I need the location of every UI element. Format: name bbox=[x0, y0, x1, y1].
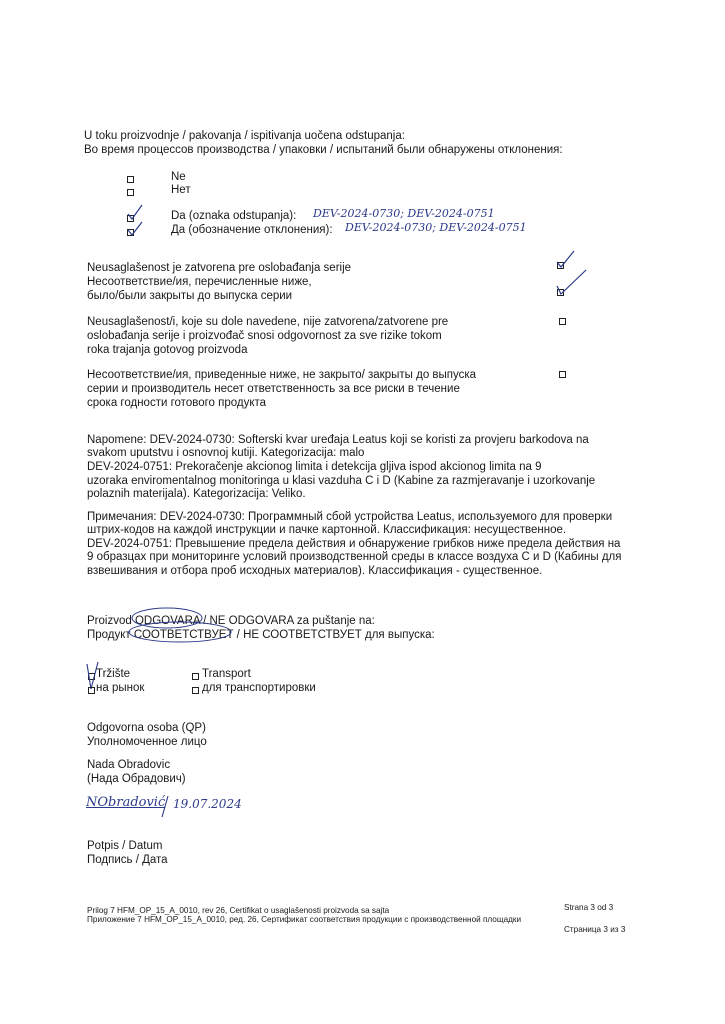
checkmark-closed-sr-icon bbox=[555, 250, 577, 270]
release-sr-rest: / NE ODGOVARA za puštanje na: bbox=[199, 615, 375, 627]
footer-line2: Приложение 7 HFM_OP_15_A_0010, ред. 26, Сертификат соответствия продукции с производственной площадки bbox=[87, 915, 522, 924]
checkbox-transport-sr[interactable] bbox=[192, 673, 199, 680]
remarks-ru-line2: штрих-кодов на каждой инструкции и пачке картонной. Классификация: несущественное. bbox=[87, 524, 567, 536]
closure-open-sr-line2: oslobađanja serije i proizvođač snosi odgovornost za sve rizike tokom bbox=[87, 330, 442, 342]
circle-mark-ru-icon bbox=[127, 620, 235, 644]
option-yes-sr: Da (oznaka odstupanja): bbox=[171, 210, 297, 222]
closure-open-sr-line3: roka trajanja gotovog proizvoda bbox=[87, 344, 248, 356]
market-ru-label: на рынок bbox=[96, 682, 145, 694]
slash-separator-icon bbox=[160, 795, 170, 819]
checkbox-market-ru[interactable] bbox=[88, 687, 95, 694]
handwritten-deviation-ids-sr: DEV-2024-0730; DEV-2024-0751 bbox=[313, 207, 495, 220]
checkbox-open-ru[interactable] bbox=[559, 371, 566, 378]
release-sr-yes: ODGOVARA bbox=[134, 615, 200, 627]
closure-open-sr-line1: Neusaglašenost/i, koje su dole navedene, nije zatvorena/zatvorene pre bbox=[87, 316, 449, 328]
checkmark-closed-ru-icon bbox=[555, 268, 589, 298]
transport-sr-label: Transport bbox=[202, 668, 251, 680]
sign-label-sr: Potpis / Datum bbox=[87, 840, 163, 852]
closure-closed-line1: Neusaglašenost je zatvorena pre oslobađanja serije bbox=[87, 262, 352, 274]
closure-open-ru-line1: Несоответствие/ия, приведенные ниже, не закрыто/ закрыты до выпуска bbox=[87, 369, 477, 381]
footer-page-ru: Страница 3 из 3 bbox=[564, 925, 626, 934]
sign-label-ru: Подпись / Дата bbox=[87, 854, 168, 866]
release-ru-rest: / НЕ СООТВЕТСТВУЕТ для выпуска: bbox=[233, 629, 435, 641]
option-no-sr: Ne bbox=[171, 171, 186, 183]
remarks-sr-line4: uzoraka enviromentalnog monitoringa u klasi vazduha C i D (Kabine za razmjeravanje i uzorkovanje bbox=[87, 475, 596, 487]
option-yes-ru: Да (обозначение отклонения): bbox=[171, 224, 333, 236]
checkmark-yes-ru-icon bbox=[126, 220, 146, 238]
handwritten-deviation-ids-ru: DEV-2024-0730; DEV-2024-0751 bbox=[345, 221, 527, 234]
deviation-question-sr: U toku proizvodnje / pakovanja / ispitivanja uočena odstupanja: bbox=[84, 130, 405, 142]
remarks-ru-line4: 9 образцах при мониторинге условий производственной среды в классе воздуха C и D (Кабины для bbox=[87, 551, 622, 563]
checkbox-open-sr[interactable] bbox=[559, 318, 566, 325]
responsible-role-ru: Уполномоченное лицо bbox=[87, 736, 207, 748]
remarks-ru-line5: взвешивания и отбора проб исходных материалов). Классификация - существенное. bbox=[87, 565, 543, 577]
signature: NObradović bbox=[86, 795, 166, 810]
remarks-sr-line3: DEV-2024-0751: Prekoračenje akcionog limita i detekcija gljiva ispod akcionog limita na 9 bbox=[87, 461, 542, 473]
remarks-sr-line5: polaznih materijala). Kategorizacija: Veliko. bbox=[87, 488, 306, 500]
remarks-ru-line3: DEV-2024-0751: Превышение предела действия и обнаружение грибков ниже предела действия на bbox=[87, 538, 621, 550]
release-sr-prefix: Proizvod bbox=[87, 615, 132, 627]
release-ru-prefix: Продукт bbox=[87, 629, 131, 641]
closure-open-ru-line3: срока годности готового продукта bbox=[87, 397, 267, 409]
transport-ru-label: для транспортировки bbox=[202, 682, 316, 694]
closure-closed-line3: было/были закрыты до выпуска серии bbox=[87, 290, 293, 302]
footer-page-sr: Strana 3 od 3 bbox=[564, 903, 614, 912]
responsible-role-sr: Odgovorna osoba (QP) bbox=[87, 722, 206, 734]
remarks-sr-line2: svakom uputstvu i osnovnoj kutiji. Kategorizacija: malo bbox=[87, 447, 365, 459]
closure-closed-line2: Несоответствие/ия, перечисленные ниже, bbox=[87, 276, 312, 288]
responsible-name-ru: (Нада Обрадович) bbox=[87, 773, 186, 785]
remarks-sr-line1: Napomene: DEV-2024-0730: Softerski kvar uređaja Leatus koji se koristi za provjeru barkodova na bbox=[87, 434, 589, 446]
remarks-ru-line1: Примечания: DEV-2024-0730: Программный сбой устройства Leatus, используемого для проверки bbox=[87, 511, 613, 523]
footer-line1: Prilog 7 HFM_OP_15_A_0010, rev 26, Certifikat o usaglašenosti proizvoda sa sajta bbox=[87, 906, 390, 915]
closure-open-ru-line2: серии и производитель несет ответственность за все риски в течение bbox=[87, 383, 460, 395]
signature-date: 19.07.2024 bbox=[173, 797, 242, 811]
market-sr-label: Tržište bbox=[96, 668, 131, 680]
responsible-name-sr: Nada Obradovic bbox=[87, 759, 171, 771]
checkbox-no-ru[interactable] bbox=[127, 189, 134, 196]
deviation-question-ru: Во время процессов производства / упаковки / испытаний были обнаружены отклонения: bbox=[84, 144, 563, 156]
checkbox-no-sr[interactable] bbox=[127, 176, 134, 183]
checkbox-transport-ru[interactable] bbox=[192, 687, 199, 694]
option-no-ru: Нет bbox=[171, 184, 191, 196]
release-ru-yes: СООТВЕТСТВУЕТ bbox=[133, 629, 234, 641]
